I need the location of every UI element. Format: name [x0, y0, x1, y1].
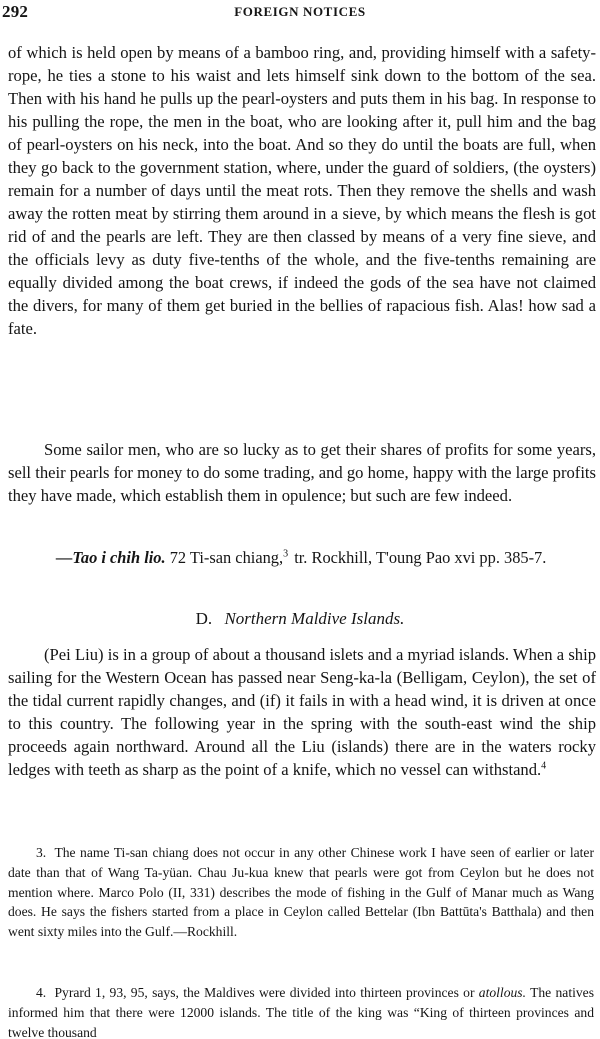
body-paragraph	[8, 438, 596, 507]
body-paragraph	[8, 41, 596, 340]
page-header	[0, 2, 600, 24]
footnote-3	[8, 843, 594, 942]
paragraph-pearl-diving: of which is held open by means of a bamboo ring, and, providing himself with a safety-rope, he ties a stone to his waist and lets himself sink down to the bottom of the sea. Then with his hand he pulls up the pearl-oysters and puts them in his bag. In response to his pulling the rope, the men in the boat, who are looking after it, pull him and the bag of pearl-oysters on his neck, into the boat. And so they do until the boats are full, when they go back to the government station, where, under the guard of soldiers, (the oysters) remain for a number of days until the meat rots. Then they remove the shells and wash away the rotten meat by stirring them around in a sieve, by which means the flesh is got rid of and the pearls are left. They are then classed by means of a very fine sieve, and the officials levy as duty five-tenths of the whole, and the five-tenths remaining are equally divided among the boat crews, if indeed the gods of the sea have not claimed the divers, for many of them get buried in the bellies of rapacious fish. Alas! how sad a fate.	[8, 43, 596, 338]
citation-title: —Tao i chih lio.	[56, 548, 166, 567]
footnote-4	[8, 983, 594, 1039]
page-number: 292	[2, 2, 29, 21]
footnote-italic-term: atollous.	[478, 985, 526, 1000]
citation-rest: tr. Rockhill, T'oung Pao xvi pp. 385-7.	[294, 548, 547, 567]
footnote-text: The name Ti-san chiang does not occur in any other Chinese work I have seen of earlier or later date than that of Wang Ta-yüan. Chau Ju-kua knew that pearls were got from Ceylon but he does not mention where. Marco Polo (II, 331) describes the mode of fishing in the Gulf of Manar much as Wang does. He says the fishers started from a place in Ceylon called Bettelar (Ibn Battūta's Batthala) and then went sixty miles into the Gulf.—Rockhill.	[8, 845, 594, 940]
source-citation	[56, 546, 596, 569]
section-letter: D.	[195, 609, 213, 628]
paragraph-maldives	[8, 643, 596, 781]
section-heading	[0, 607, 600, 630]
citation-text: 72 Ti-san chiang,	[169, 548, 284, 567]
footnote-number: 4.	[36, 985, 47, 1000]
section-title: Northern Maldive Islands.	[224, 609, 405, 628]
footnote-text-cont: The natives informed him that there were 12000 islands. The title of the king was “King of thirteen provinces and twelve thousand	[8, 985, 594, 1039]
footnote-text: Pyrard 1, 93, 95, says, the Maldives were divided into thirteen provinces or	[54, 985, 475, 1000]
body-paragraph	[8, 643, 596, 781]
footnote-ref-4[interactable]: 4	[541, 760, 547, 772]
footnote-number: 3.	[36, 845, 47, 860]
footnote-ref-3[interactable]: 3	[283, 548, 289, 560]
paragraph-maldives-text: (Pei Liu) is in a group of about a thousand islets and a myriad islands. When a ship sailing for the Western Ocean has passed near Seng-ka-la (Belligam, Ceylon), the set of the tidal current rapidly changes, and (if) it fails in with a head wind, it is driven at once to this country. The following year in the spring with the south-east wind the ship proceeds again northward. Around all the Liu (islands) there are in the waters rocky ledges with teeth as sharp as the point of a knife, which no vessel can withstand.	[8, 645, 596, 779]
paragraph-sailor-profits: Some sailor men, who are so lucky as to get their shares of profits for some years, sell their pearls for money to do some trading, and go home, happy with the large profits they have made, which establish them in opulence; but such are few indeed.	[8, 440, 596, 505]
running-head: FOREIGN NOTICES	[234, 4, 366, 19]
